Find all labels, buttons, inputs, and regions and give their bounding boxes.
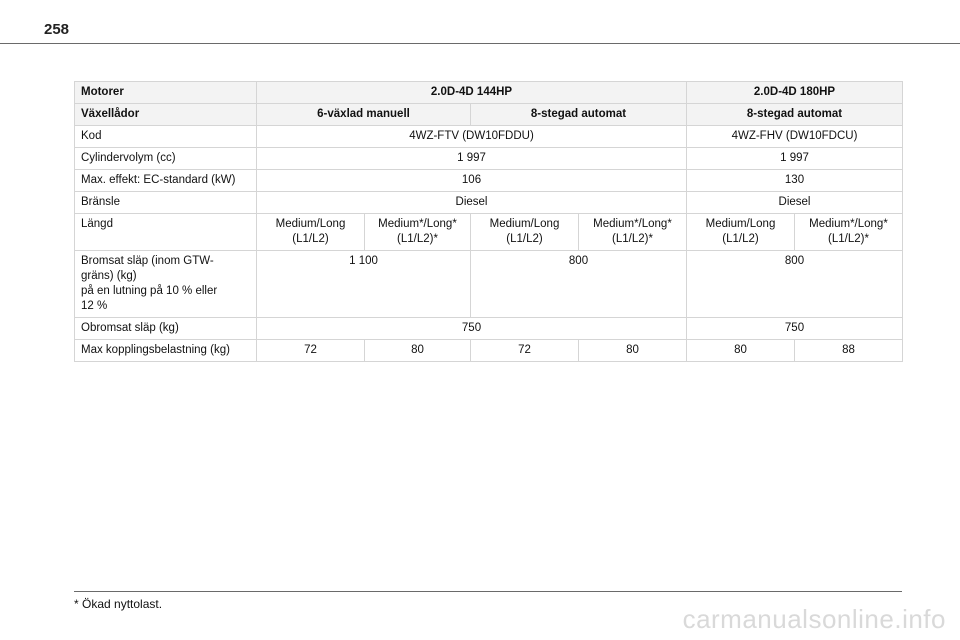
row-label: Kod — [75, 126, 257, 148]
table-cell: 750 — [257, 318, 687, 340]
table-cell: 1 100 — [257, 251, 471, 318]
table-cell: 72 — [257, 340, 365, 362]
table-row — [75, 82, 903, 104]
table-cell: 88 — [795, 340, 903, 362]
table-cell: Medium*/Long* (L1/L2)* — [795, 214, 903, 251]
table-cell: 4WZ-FHV (DW10FDCU) — [687, 126, 903, 148]
watermark: carmanualsonline.info — [682, 604, 946, 634]
row-label: Växellådor — [75, 104, 257, 126]
table-row — [75, 104, 903, 126]
table-cell: 800 — [471, 251, 687, 318]
table-cell: Medium*/Long* (L1/L2)* — [365, 214, 471, 251]
table-cell: 800 — [687, 251, 903, 318]
page-number: 258 — [44, 21, 70, 38]
table-cell: 8-stegad automat — [687, 104, 903, 126]
table-row — [75, 148, 903, 170]
table-cell: Diesel — [257, 192, 687, 214]
engine-spec-table-body — [75, 82, 903, 362]
table-cell: 750 — [687, 318, 903, 340]
row-label: Cylindervolym (cc) — [75, 148, 257, 170]
table-cell: 106 — [257, 170, 687, 192]
table-cell: Medium/Long (L1/L2) — [687, 214, 795, 251]
table-row — [75, 170, 903, 192]
table-row — [75, 192, 903, 214]
table-cell: Diesel — [687, 192, 903, 214]
table-cell: 2.0D-4D 144HP — [257, 82, 687, 104]
table-cell: Medium/Long (L1/L2) — [257, 214, 365, 251]
table-cell: Medium/Long (L1/L2) — [471, 214, 579, 251]
table-cell: 4WZ-FTV (DW10FDDU) — [257, 126, 687, 148]
table-row — [75, 214, 903, 251]
table-cell: 2.0D-4D 180HP — [687, 82, 903, 104]
table-cell: 72 — [471, 340, 579, 362]
table-cell: 80 — [687, 340, 795, 362]
engine-spec-table — [74, 81, 903, 362]
table-cell: 1 997 — [257, 148, 687, 170]
table-cell: 80 — [579, 340, 687, 362]
table-cell: Medium*/Long* (L1/L2)* — [579, 214, 687, 251]
row-label: Motorer — [75, 82, 257, 104]
row-label: Längd — [75, 214, 257, 251]
table-cell: 8-stegad automat — [471, 104, 687, 126]
footnote-divider — [74, 591, 902, 592]
row-label: Bränsle — [75, 192, 257, 214]
row-label: Bromsat släp (inom GTW- gräns) (kg) på en lutning på 10 % eller 12 % — [75, 251, 257, 318]
table-row — [75, 340, 903, 362]
table-row — [75, 126, 903, 148]
row-label: Max. effekt: EC-standard (kW) — [75, 170, 257, 192]
table-cell: 1 997 — [687, 148, 903, 170]
table-row — [75, 318, 903, 340]
table-cell: 6-växlad manuell — [257, 104, 471, 126]
header-divider — [0, 43, 960, 44]
table-row — [75, 251, 903, 318]
table-cell: 80 — [365, 340, 471, 362]
footnote: * Ökad nyttolast. — [74, 597, 163, 611]
row-label: Max kopplingsbelastning (kg) — [75, 340, 257, 362]
row-label: Obromsat släp (kg) — [75, 318, 257, 340]
table-cell: 130 — [687, 170, 903, 192]
